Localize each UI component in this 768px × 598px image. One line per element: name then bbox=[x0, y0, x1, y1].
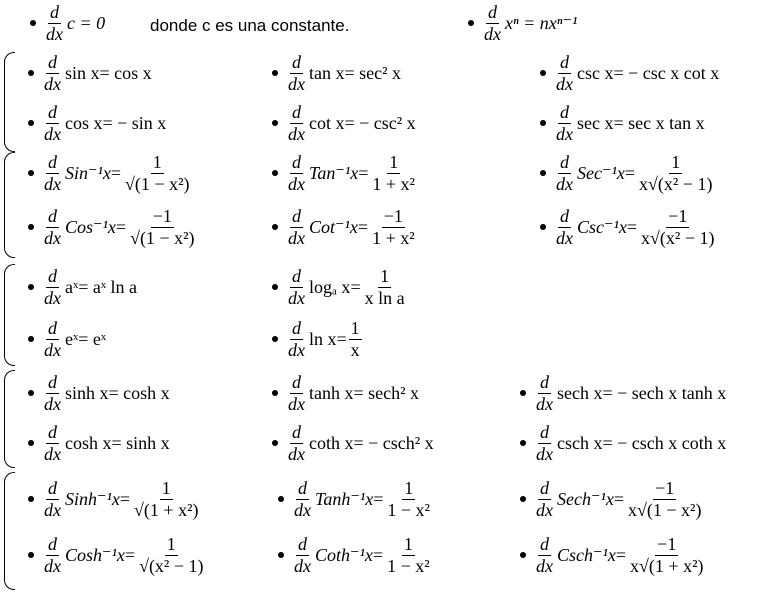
function-expression: aˣ bbox=[65, 276, 79, 297]
intro-note: donde c es una constante. bbox=[150, 16, 350, 35]
result-numerator: −1 bbox=[657, 533, 677, 554]
derivative-result: = aˣ ln a bbox=[78, 276, 138, 297]
formula-trig-1-0 bbox=[28, 100, 166, 146]
function-expression: cosh x bbox=[65, 432, 112, 453]
equals-sign: = bbox=[613, 488, 625, 509]
function-expression: Sec⁻¹x bbox=[577, 162, 625, 183]
result-numerator: 1 bbox=[389, 151, 399, 172]
operator-denominator: dx bbox=[44, 287, 61, 308]
function-expression: csc x bbox=[577, 62, 614, 83]
bullet bbox=[28, 440, 34, 446]
operator-denominator: dx bbox=[44, 123, 61, 144]
operator-denominator: dx bbox=[556, 227, 573, 248]
bullet bbox=[28, 552, 34, 558]
formula-hyperbolic-0-1 bbox=[272, 370, 419, 416]
operator-numerator: d bbox=[560, 101, 569, 122]
function-expression: logₐ x bbox=[309, 276, 351, 297]
operator-denominator: dx bbox=[288, 443, 305, 464]
operator-numerator: d bbox=[48, 371, 57, 392]
derivative-operator bbox=[554, 153, 575, 194]
function-expression: sin x bbox=[65, 62, 100, 83]
result-denominator: x√(1 − x²) bbox=[628, 499, 702, 520]
function-expression: csch x bbox=[557, 432, 603, 453]
derivative-result: = sec² x bbox=[344, 62, 402, 83]
derivative-operator bbox=[286, 53, 307, 94]
operator-denominator: dx bbox=[294, 499, 311, 520]
operator-denominator: dx bbox=[536, 555, 553, 576]
derivative-operator bbox=[286, 319, 307, 360]
derivative-operator bbox=[42, 207, 63, 248]
function-expression: ln x bbox=[309, 328, 337, 349]
formula-inverse-hyperbolic-1-0 bbox=[28, 532, 207, 578]
function-expression: tanh x bbox=[309, 382, 354, 403]
result-fraction bbox=[137, 535, 205, 576]
derivative-result: = − csc² x bbox=[344, 112, 416, 133]
bullet bbox=[272, 170, 278, 176]
operator-denominator: dx bbox=[536, 499, 553, 520]
derivative-operator bbox=[286, 423, 307, 464]
operator-numerator: d bbox=[292, 101, 301, 122]
operator-numerator: d bbox=[292, 421, 301, 442]
bullet bbox=[28, 336, 34, 342]
function-expression: Sin⁻¹x bbox=[65, 162, 111, 183]
bullet bbox=[278, 496, 284, 502]
derivative-result: = eˣ bbox=[78, 328, 107, 349]
equals-sign: = bbox=[124, 544, 136, 565]
formula-inverse-hyperbolic-0-0 bbox=[28, 476, 202, 522]
formula-exp-log-1-1 bbox=[272, 316, 364, 362]
derivative-result: = sec x tan x bbox=[613, 112, 705, 133]
result-numerator: −1 bbox=[383, 205, 403, 226]
formula-hyperbolic-1-2 bbox=[520, 420, 726, 466]
result-denominator: x√(x² − 1) bbox=[641, 227, 715, 248]
function-expression: Csc⁻¹x bbox=[577, 216, 627, 237]
operator-denominator: dx bbox=[44, 227, 61, 248]
bullet bbox=[272, 390, 278, 396]
equals-sign: = bbox=[110, 162, 122, 183]
function-expression: Tan⁻¹x bbox=[309, 162, 359, 183]
result-numerator: 1 bbox=[350, 317, 360, 338]
equals-sign: = bbox=[350, 276, 361, 297]
derivative-result: = − csch² x bbox=[353, 432, 434, 453]
operator-denominator: dx bbox=[536, 443, 553, 464]
operator-denominator: dx bbox=[44, 443, 61, 464]
bullet bbox=[468, 20, 474, 26]
function-expression: Coth⁻¹x bbox=[315, 544, 373, 565]
derivative-operator bbox=[554, 103, 575, 144]
group-brace-hyperbolic bbox=[4, 370, 15, 468]
result-fraction bbox=[132, 479, 200, 520]
operator-denominator: dx bbox=[288, 123, 305, 144]
function-expression: eˣ bbox=[65, 328, 79, 349]
operator-numerator: d bbox=[48, 151, 57, 172]
derivative-operator bbox=[554, 53, 575, 94]
operator-denominator: dx bbox=[556, 73, 573, 94]
function-expression: Cos⁻¹x bbox=[65, 216, 116, 237]
equals-sign: = bbox=[115, 216, 127, 237]
result-denominator: x bbox=[350, 339, 360, 360]
derivative-operator bbox=[286, 267, 307, 308]
derivative-operator bbox=[42, 53, 63, 94]
operator-denominator: dx bbox=[44, 555, 61, 576]
operator-numerator: d bbox=[540, 533, 549, 554]
formula-inverse-trig-1-2 bbox=[540, 204, 718, 250]
operator-denominator: dx bbox=[44, 499, 61, 520]
function-expression: Tanh⁻¹x bbox=[315, 488, 374, 509]
equals-sign: = bbox=[372, 544, 384, 565]
function-expression: Cot⁻¹x bbox=[309, 216, 358, 237]
operator-denominator: dx bbox=[556, 123, 573, 144]
derivative-operator bbox=[42, 373, 63, 414]
result-denominator: √(x² − 1) bbox=[139, 555, 204, 576]
operator-denominator: dx bbox=[288, 339, 305, 360]
formula-exp-log-0-0 bbox=[28, 264, 137, 310]
result-denominator: x√(1 + x²) bbox=[630, 555, 704, 576]
operator-numerator: d bbox=[560, 151, 569, 172]
derivative-operator: $\frac{d}{dx}$ bbox=[484, 1, 501, 44]
operator-numerator: d bbox=[540, 421, 549, 442]
operator-numerator: d bbox=[292, 151, 301, 172]
bullet bbox=[540, 224, 546, 230]
equals-sign: = bbox=[373, 488, 384, 509]
result-fraction bbox=[370, 207, 417, 248]
operator-numerator: d bbox=[292, 51, 301, 72]
bullet bbox=[520, 390, 526, 396]
derivative-operator bbox=[534, 373, 555, 414]
operator-denominator: dx bbox=[288, 393, 305, 414]
operator-numerator: d bbox=[292, 317, 301, 338]
operator-denominator: dx bbox=[294, 555, 311, 576]
derivative-operator bbox=[286, 207, 307, 248]
result-numerator: −1 bbox=[655, 477, 675, 498]
formula-exp-log-0-1 bbox=[272, 264, 409, 310]
derivative-operator bbox=[292, 535, 313, 576]
formula-inverse-trig-1-1 bbox=[272, 204, 419, 250]
formula-inverse-hyperbolic-1-1 bbox=[278, 532, 434, 578]
formula-power bbox=[468, 0, 577, 46]
result-fraction bbox=[385, 479, 432, 520]
bullet bbox=[28, 120, 34, 126]
derivative-result: = sech² x bbox=[353, 382, 420, 403]
derivative-result: = − csc x cot x bbox=[613, 62, 720, 83]
bullet bbox=[28, 390, 34, 396]
result-fraction bbox=[637, 153, 714, 194]
formula-trig-0-2 bbox=[540, 50, 719, 96]
group-brace-inverse-trig bbox=[4, 152, 15, 258]
derivative-result: = sinh x bbox=[111, 432, 170, 453]
result-denominator: x√(x² − 1) bbox=[639, 173, 713, 194]
result-numerator: −1 bbox=[152, 205, 172, 226]
equals-sign: = bbox=[615, 544, 627, 565]
result-fraction bbox=[626, 479, 703, 520]
bullet bbox=[272, 224, 278, 230]
result-denominator: √(1 + x²) bbox=[134, 499, 199, 520]
result-denominator: 1 − x² bbox=[387, 499, 430, 520]
group-brace-inverse-hyperbolic bbox=[4, 472, 15, 590]
formula-hyperbolic-1-1 bbox=[272, 420, 434, 466]
derivative-result: = − sech x tanh x bbox=[602, 382, 727, 403]
bullet bbox=[520, 552, 526, 558]
result-numerator: 1 bbox=[671, 151, 681, 172]
operator-numerator: d bbox=[292, 265, 301, 286]
result-denominator: 1 − x² bbox=[387, 555, 430, 576]
bullet bbox=[520, 496, 526, 502]
result-fraction bbox=[639, 207, 716, 248]
function-expression: cos x bbox=[65, 112, 103, 133]
derivative-result: = cosh x bbox=[108, 382, 170, 403]
derivative-operator bbox=[554, 207, 575, 248]
result-numerator: 1 bbox=[161, 477, 171, 498]
function-expression: cot x bbox=[309, 112, 345, 133]
derivative-operator bbox=[286, 153, 307, 194]
derivative-operator: $\frac{d}{dx}$ bbox=[46, 1, 63, 44]
formula-hyperbolic-0-2 bbox=[520, 370, 726, 416]
derivative-operator bbox=[42, 267, 63, 308]
result-denominator: 1 + x² bbox=[372, 227, 415, 248]
derivative-result: = − csch x coth x bbox=[602, 432, 727, 453]
equals-sign: = bbox=[358, 162, 369, 183]
function-expression: sinh x bbox=[65, 382, 109, 403]
formula-inverse-trig-0-2 bbox=[540, 150, 716, 196]
bullet bbox=[540, 170, 546, 176]
formula-trig-0-1 bbox=[272, 50, 401, 96]
equals-sign: = bbox=[624, 162, 636, 183]
function-expression: Csch⁻¹x bbox=[557, 544, 616, 565]
formula-tail: xⁿ = nxⁿ⁻¹ bbox=[505, 12, 578, 33]
formula-inverse-trig-0-0 bbox=[28, 150, 193, 196]
operator-denominator: dx bbox=[556, 173, 573, 194]
result-denominator: 1 + x² bbox=[372, 173, 415, 194]
result-fraction bbox=[123, 153, 191, 194]
operator-numerator: d bbox=[560, 205, 569, 226]
derivative-operator bbox=[286, 103, 307, 144]
formula-inverse-hyperbolic-1-2 bbox=[520, 532, 707, 578]
operator-denominator: dx bbox=[44, 173, 61, 194]
operator-numerator: d bbox=[540, 371, 549, 392]
formula-hyperbolic-1-0 bbox=[28, 420, 170, 466]
formula-exp-log-1-0 bbox=[28, 316, 106, 362]
group-brace-exp-log bbox=[4, 264, 15, 366]
formula-inverse-hyperbolic-0-2 bbox=[520, 476, 705, 522]
operator-numerator: d bbox=[560, 51, 569, 72]
bullet bbox=[28, 224, 34, 230]
derivative-operator bbox=[286, 373, 307, 414]
bullet bbox=[272, 120, 278, 126]
result-fraction bbox=[128, 207, 196, 248]
equals-sign: = bbox=[357, 216, 369, 237]
bullet bbox=[540, 120, 546, 126]
formula-inverse-trig-1-0 bbox=[28, 204, 198, 250]
operator-numerator: d bbox=[540, 477, 549, 498]
result-denominator: √(1 − x²) bbox=[130, 227, 195, 248]
result-denominator: √(1 − x²) bbox=[125, 173, 190, 194]
equals-sign: = bbox=[626, 216, 638, 237]
operator-denominator: dx bbox=[288, 73, 305, 94]
bullet bbox=[28, 496, 34, 502]
result-fraction bbox=[370, 153, 417, 194]
formula-tail: c = 0 bbox=[67, 12, 106, 33]
equals-sign: = bbox=[119, 488, 131, 509]
formula-trig-0-0 bbox=[28, 50, 152, 96]
bullet bbox=[28, 70, 34, 76]
function-expression: sec x bbox=[577, 112, 614, 133]
result-numerator: 1 bbox=[403, 533, 413, 554]
operator-numerator: d bbox=[48, 533, 57, 554]
derivative-operator bbox=[42, 423, 63, 464]
operator-numerator: d bbox=[48, 421, 57, 442]
formula-inverse-hyperbolic-0-1 bbox=[278, 476, 434, 522]
formula-inverse-trig-0-1 bbox=[272, 150, 419, 196]
result-numerator: −1 bbox=[668, 205, 688, 226]
function-expression: coth x bbox=[309, 432, 354, 453]
operator-numerator: d bbox=[298, 533, 307, 554]
operator-denominator: dx bbox=[44, 393, 61, 414]
bullet bbox=[28, 170, 34, 176]
formula-trig-1-2 bbox=[540, 100, 705, 146]
result-numerator: 1 bbox=[380, 265, 390, 286]
derivative-operator bbox=[42, 535, 63, 576]
function-expression: Sinh⁻¹x bbox=[65, 488, 120, 509]
operator-denominator: dx bbox=[288, 287, 305, 308]
bullet bbox=[28, 284, 34, 290]
result-fraction bbox=[628, 535, 705, 576]
operator-numerator: d bbox=[292, 371, 301, 392]
operator-numerator: d bbox=[48, 317, 57, 338]
result-fraction bbox=[363, 267, 407, 308]
result-denominator: x ln a bbox=[364, 287, 405, 308]
result-numerator: 1 bbox=[152, 151, 162, 172]
operator-numerator: d bbox=[48, 205, 57, 226]
bullet bbox=[540, 70, 546, 76]
result-fraction bbox=[385, 535, 432, 576]
operator-denominator: dx bbox=[44, 73, 61, 94]
formula-hyperbolic-0-0 bbox=[28, 370, 170, 416]
formula-constant bbox=[30, 0, 105, 46]
operator-denominator: dx bbox=[288, 227, 305, 248]
function-expression: Sech⁻¹x bbox=[557, 488, 614, 509]
derivative-result: = − sin x bbox=[102, 112, 167, 133]
derivative-operator bbox=[42, 103, 63, 144]
operator-numerator: d bbox=[292, 205, 301, 226]
derivative-operator bbox=[534, 423, 555, 464]
equals-sign: = bbox=[336, 328, 347, 349]
bullet bbox=[30, 20, 36, 26]
result-numerator: 1 bbox=[404, 477, 414, 498]
result-numerator: 1 bbox=[166, 533, 176, 554]
operator-numerator: d bbox=[298, 477, 307, 498]
function-expression: tan x bbox=[309, 62, 345, 83]
derivative-result: = cos x bbox=[99, 62, 152, 83]
operator-denominator: dx bbox=[44, 339, 61, 360]
operator-numerator: d bbox=[48, 477, 57, 498]
derivative-operator bbox=[42, 153, 63, 194]
bullet bbox=[272, 336, 278, 342]
group-brace-trig bbox=[4, 52, 15, 152]
operator-denominator: dx bbox=[536, 393, 553, 414]
operator-numerator: d bbox=[48, 51, 57, 72]
bullet bbox=[520, 440, 526, 446]
bullet bbox=[272, 70, 278, 76]
function-expression: Cosh⁻¹x bbox=[65, 544, 125, 565]
operator-numerator: d bbox=[48, 101, 57, 122]
bullet bbox=[278, 552, 284, 558]
operator-numerator: d bbox=[48, 265, 57, 286]
derivative-operator bbox=[534, 479, 555, 520]
derivative-operator bbox=[42, 479, 63, 520]
operator-denominator: dx bbox=[288, 173, 305, 194]
derivative-operator bbox=[292, 479, 313, 520]
result-fraction bbox=[349, 319, 362, 360]
bullet bbox=[272, 440, 278, 446]
formula-trig-1-1 bbox=[272, 100, 416, 146]
bullet bbox=[272, 284, 278, 290]
derivative-operator bbox=[42, 319, 63, 360]
function-expression: sech x bbox=[557, 382, 603, 403]
derivative-operator bbox=[534, 535, 555, 576]
